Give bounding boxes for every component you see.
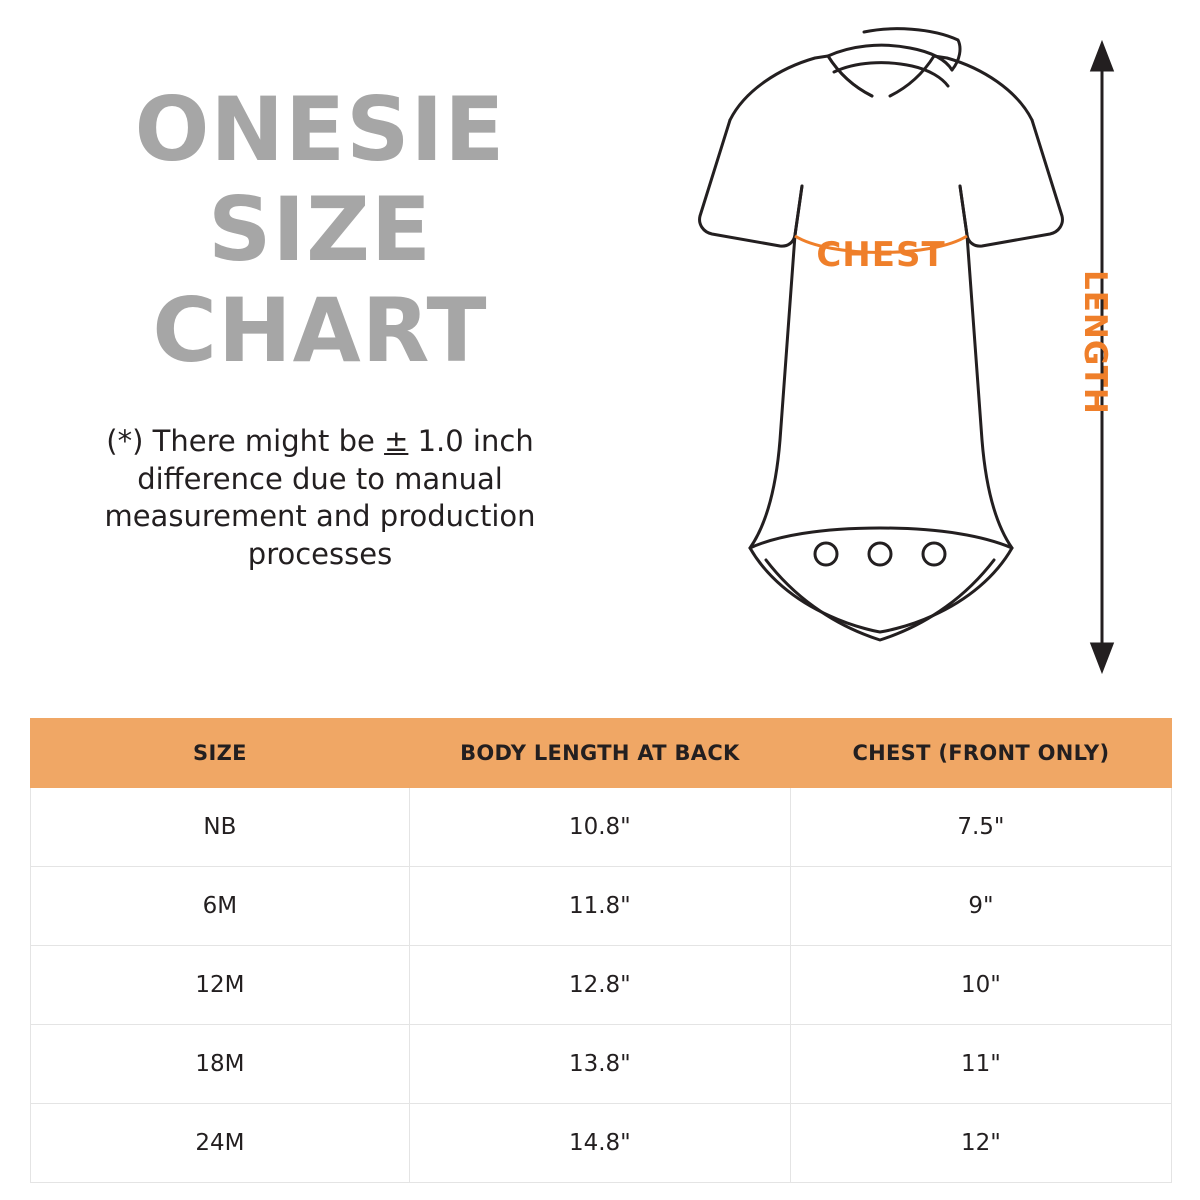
chest-label: CHEST: [816, 235, 946, 275]
cell-body-length: 14.8": [409, 1104, 790, 1183]
size-table-body: [31, 788, 1172, 1183]
table-row: [31, 1025, 1172, 1104]
disclaimer-part-2: 1.0 inch difference due to manual measurement and production processes: [104, 423, 536, 571]
measurement-disclaimer: [40, 423, 600, 574]
cell-chest: 12": [790, 1104, 1171, 1183]
cell-body-length: 13.8": [409, 1025, 790, 1104]
cell-chest: 11": [790, 1025, 1171, 1104]
length-label: LENGTH: [1077, 270, 1113, 415]
size-table: [30, 718, 1172, 1183]
size-table-wrapper: [30, 718, 1172, 1183]
page-title-line-3: CHART: [152, 278, 488, 382]
cell-size: 12M: [31, 946, 410, 1025]
column-header-size: SIZE: [31, 719, 410, 788]
title-block: [40, 80, 600, 603]
table-row: [31, 1104, 1172, 1183]
disclaimer-plus-minus: ±: [384, 423, 409, 458]
size-table-head: [31, 719, 1172, 788]
page-title: [40, 80, 600, 381]
table-header-row: [31, 719, 1172, 788]
cell-size: NB: [31, 788, 410, 867]
cell-body-length: 11.8": [409, 867, 790, 946]
cell-size: 24M: [31, 1104, 410, 1183]
column-header-chest: CHEST (FRONT ONLY): [790, 719, 1171, 788]
page-title-line-1: ONESIE: [134, 78, 506, 181]
table-row: [31, 946, 1172, 1025]
cell-chest: 10": [790, 946, 1171, 1025]
onesie-illustration: [580, 20, 1180, 700]
cell-size: 18M: [31, 1025, 410, 1104]
disclaimer-part-1: (*) There might be: [106, 423, 385, 458]
column-header-body-length: BODY LENGTH AT BACK: [409, 719, 790, 788]
cell-chest: 9": [790, 867, 1171, 946]
page-title-line-2: SIZE: [207, 178, 433, 282]
table-row: [31, 867, 1172, 946]
cell-size: 6M: [31, 867, 410, 946]
cell-body-length: 10.8": [409, 788, 790, 867]
cell-chest: 7.5": [790, 788, 1171, 867]
cell-body-length: 12.8": [409, 946, 790, 1025]
table-row: [31, 788, 1172, 867]
